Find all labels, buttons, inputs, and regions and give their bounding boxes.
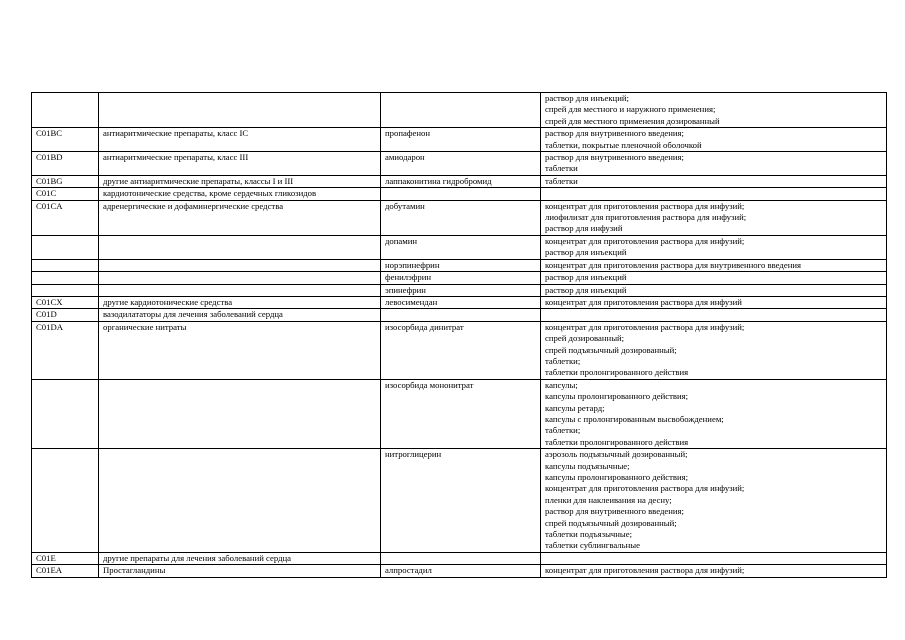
dosage-form-line: пленки для наклеивания на десну; [545, 494, 672, 505]
atc-code-cell [32, 235, 99, 259]
dosage-form-line: раствор для инъекций [545, 284, 627, 295]
drug-name-cell: изосорбида динитрат [381, 321, 541, 379]
pharmacological-group-cell: Простагландины [99, 565, 381, 577]
atc-code-cell: C01D [32, 309, 99, 321]
dosage-form-line: концентрат для приготовления раствора для внутривенного введения [545, 259, 801, 270]
table-row [32, 235, 887, 259]
table-row [32, 296, 887, 308]
table-row [32, 309, 887, 321]
dosage-form-line: раствор для внутривенного введения; [545, 506, 684, 517]
dosage-form-line: таблетки подъязычные; [545, 529, 633, 540]
table-row [32, 200, 887, 235]
atc-code-cell: C01E [32, 552, 99, 564]
table-row [32, 272, 887, 284]
dosage-form-line: капсулы с пролонгированным высвобождением; [545, 413, 724, 424]
drug-name-cell [381, 552, 541, 564]
dosage-form-line: таблетки; [545, 355, 581, 366]
pharmacological-group-cell: другие антиаритмические препараты, классы I и III [99, 175, 381, 187]
table-row [32, 284, 887, 296]
atc-code-cell: C01EA [32, 565, 99, 577]
dosage-form-line: таблетки пролонгированного действия [545, 367, 689, 378]
drug-name-cell: добутамин [381, 200, 541, 235]
dosage-form-line: концентрат для приготовления раствора для инфузий; [545, 235, 745, 246]
dosage-forms-cell [541, 284, 887, 296]
atc-code-cell: C01BG [32, 175, 99, 187]
pharmacological-group-cell [99, 379, 381, 448]
table-row [32, 552, 887, 564]
table-row [32, 188, 887, 200]
dosage-form-line: раствор для инъекций; [545, 93, 629, 103]
drug-name-cell: изосорбида мононитрат [381, 379, 541, 448]
atc-code-cell: C01BD [32, 152, 99, 176]
atc-code-cell: C01C [32, 188, 99, 200]
dosage-form-line: таблетки сублингвальные [545, 540, 640, 551]
dosage-forms-cell [541, 175, 887, 187]
dosage-forms-cell [541, 321, 887, 379]
dosage-form-line: концентрат для приготовления раствора для инфузий; [545, 483, 745, 494]
table-row [32, 321, 887, 379]
dosage-form-line: раствор для инфузий [545, 223, 623, 234]
dosage-forms-cell [541, 565, 887, 577]
pharmacological-group-cell: другие препараты для лечения заболеваний сердца [99, 552, 381, 564]
pharmacological-group-cell: вазодилататоры для лечения заболеваний сердца [99, 309, 381, 321]
atc-code-cell [32, 449, 99, 553]
dosage-form-line: спрей подъязычный дозированный; [545, 517, 677, 528]
pharmacological-group-cell [99, 235, 381, 259]
pharmacological-group-cell: адренергические и дофаминергические средства [99, 200, 381, 235]
dosage-form-line: спрей подъязычный дозированный; [545, 344, 677, 355]
drug-name-cell [381, 309, 541, 321]
dosage-forms-cell [541, 259, 887, 271]
dosage-form-line: таблетки; [545, 425, 581, 436]
drug-name-cell [381, 93, 541, 128]
atc-code-cell [32, 259, 99, 271]
drug-name-cell: допамин [381, 235, 541, 259]
drug-name-cell: алпростадил [381, 565, 541, 577]
atc-code-cell [32, 93, 99, 128]
atc-code-cell: C01DA [32, 321, 99, 379]
table-row [32, 259, 887, 271]
pharmacological-group-cell: кардиотонические средства, кроме сердечных гликозидов [99, 188, 381, 200]
drug-name-cell: эпинефрин [381, 284, 541, 296]
drug-name-cell: фенилэфрин [381, 272, 541, 284]
dosage-forms-cell [541, 200, 887, 235]
dosage-form-line: капсулы пролонгированного действия; [545, 472, 689, 482]
dosage-form-line: концентрат для приготовления раствора для инфузий; [545, 565, 745, 576]
drug-name-cell: пропафенон [381, 128, 541, 152]
atc-code-cell: C01CA [32, 200, 99, 235]
dosage-forms-cell [541, 272, 887, 284]
atc-code-cell: C01CX [32, 296, 99, 308]
dosage-forms-cell [541, 449, 887, 553]
dosage-form-line: аэрозоль подъязычный дозированный; [545, 449, 688, 460]
dosage-forms-cell [541, 235, 887, 259]
atc-code-cell [32, 284, 99, 296]
dosage-form-line: капсулы ретард; [545, 402, 605, 413]
dosage-form-line: раствор для внутривенного введения; [545, 128, 684, 139]
atc-code-cell [32, 272, 99, 284]
pharmacological-group-cell: органические нитраты [99, 321, 381, 379]
dosage-form-line: концентрат для приготовления раствора для инфузий [545, 296, 742, 307]
dosage-form-line: спрей дозированный; [545, 333, 625, 344]
pharmacological-group-cell: антиаритмические препараты, класс IC [99, 128, 381, 152]
dosage-form-line: раствор для внутривенного введения; [545, 152, 684, 163]
dosage-forms-cell [541, 152, 887, 176]
table-row [32, 152, 887, 176]
dosage-forms-cell [541, 188, 887, 200]
atc-code-cell [32, 379, 99, 448]
dosage-form-line: капсулы; [545, 379, 578, 390]
drug-name-cell: лаппаконитина гидробромид [381, 175, 541, 187]
table-row [32, 128, 887, 152]
drug-name-cell: норэпинефрин [381, 259, 541, 271]
dosage-form-line: лиофилизат для приготовления раствора для инфузий; [545, 212, 747, 223]
table-row [32, 565, 887, 577]
drug-classification-table [31, 92, 887, 578]
drug-name-cell: нитроглицерин [381, 449, 541, 553]
pharmacological-group-cell [99, 93, 381, 128]
drug-name-cell: левосимендан [381, 296, 541, 308]
dosage-forms-cell [541, 552, 887, 564]
dosage-forms-cell [541, 296, 887, 308]
dosage-form-line: таблетки, покрытые пленочной оболочкой [545, 139, 702, 150]
pharmacological-group-cell [99, 259, 381, 271]
drug-name-cell [381, 188, 541, 200]
dosage-form-line: концентрат для приготовления раствора для инфузий; [545, 321, 745, 332]
dosage-forms-cell [541, 93, 887, 128]
dosage-forms-cell [541, 309, 887, 321]
table-row [32, 175, 887, 187]
table-row [32, 449, 887, 553]
pharmacological-group-cell: антиаритмические препараты, класс III [99, 152, 381, 176]
table-row [32, 379, 887, 448]
dosage-forms-cell [541, 128, 887, 152]
dosage-form-line: раствор для инъекций [545, 272, 627, 283]
table-row [32, 93, 887, 128]
pharmacological-group-cell [99, 272, 381, 284]
dosage-form-line: капсулы подъязычные; [545, 460, 630, 471]
pharmacological-group-cell [99, 449, 381, 553]
pharmacological-group-cell [99, 284, 381, 296]
dosage-form-line: таблетки [545, 163, 578, 174]
dosage-form-line: концентрат для приготовления раствора для инфузий; [545, 200, 745, 211]
dosage-form-line: таблетки пролонгированного действия [545, 436, 689, 447]
dosage-forms-cell [541, 379, 887, 448]
atc-code-cell: C01BC [32, 128, 99, 152]
table-body [32, 93, 887, 578]
dosage-form-line: спрей для местного и наружного применения; [545, 104, 716, 115]
dosage-form-line: спрей для местного применения дозированный [545, 115, 720, 126]
dosage-form-line: раствор для инъекций [545, 247, 627, 258]
dosage-form-line: капсулы пролонгированного действия; [545, 391, 689, 402]
dosage-form-line: таблетки [545, 175, 578, 186]
drug-name-cell: амиодарон [381, 152, 541, 176]
pharmacological-group-cell: другие кардиотонические средства [99, 296, 381, 308]
